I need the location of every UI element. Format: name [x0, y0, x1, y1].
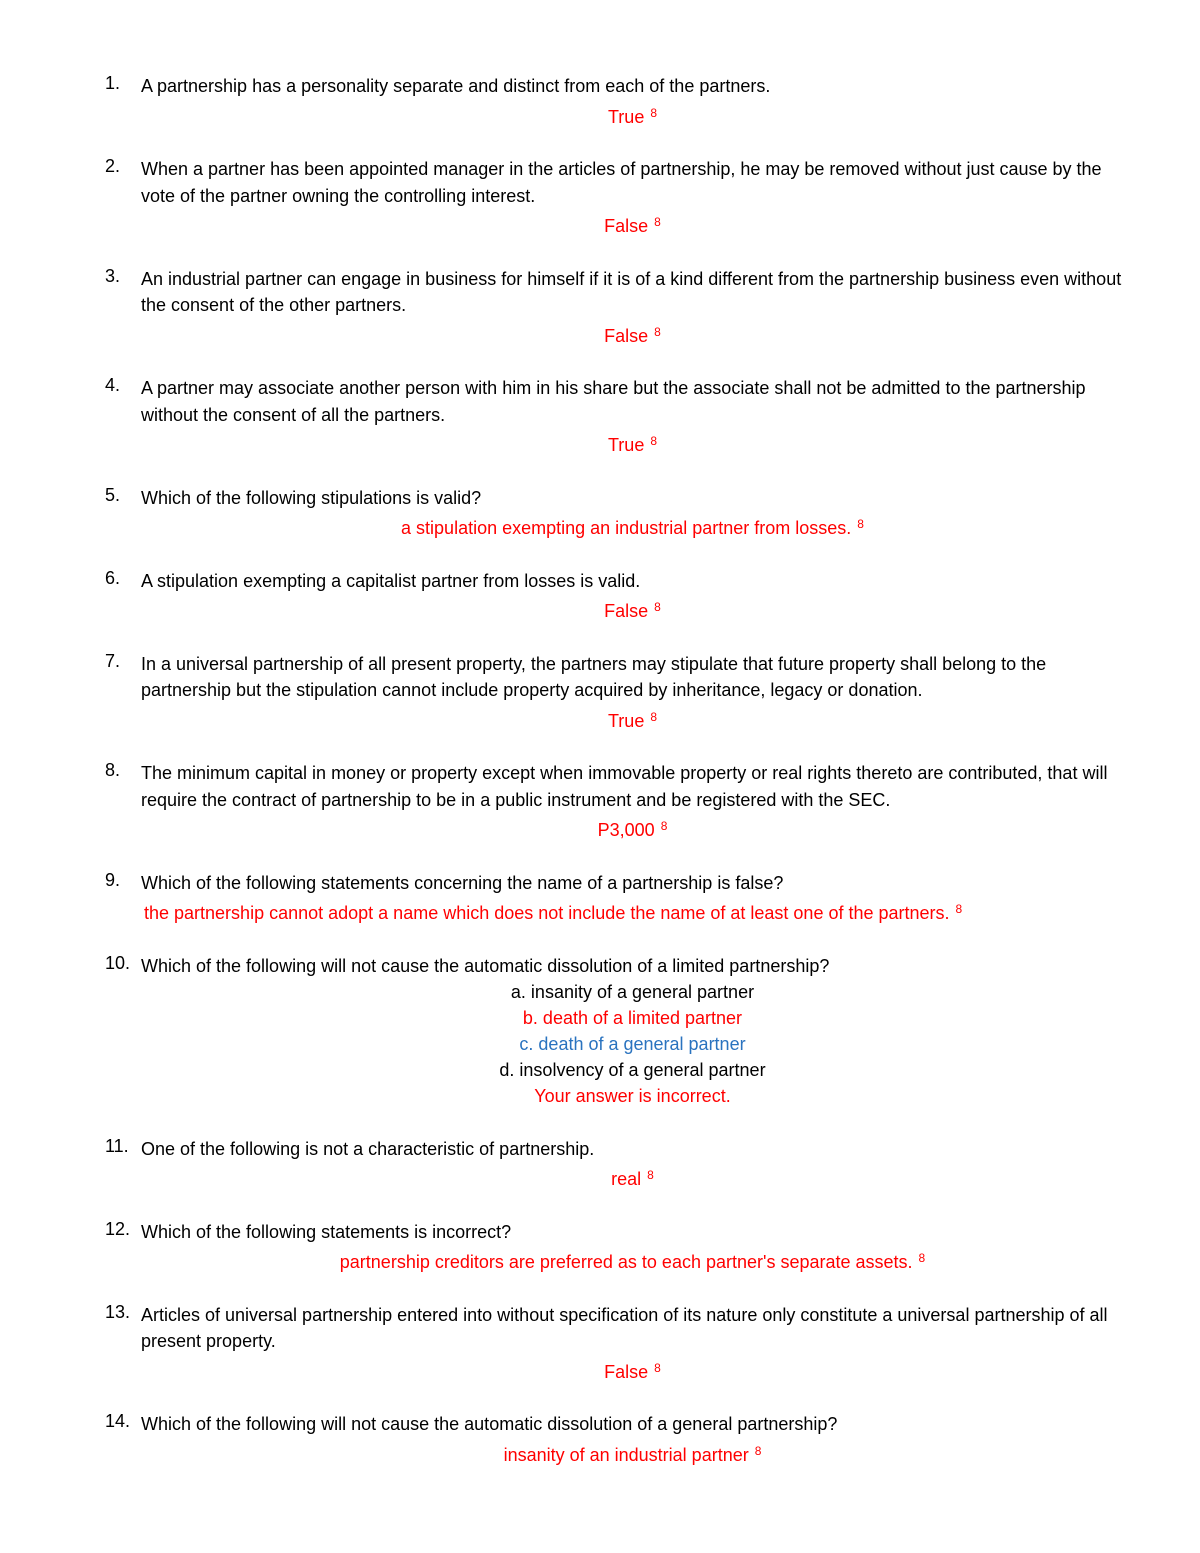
question-text: When a partner has been appointed manager in the articles of partnership, he may be removed without just cause by the vote of the partner owning the controlling interest. — [141, 159, 1102, 206]
question-text: An industrial partner can engage in business for himself if it is of a kind different from the partnership business even without the consent of the other partners. — [141, 268, 1122, 315]
answer-text: False — [604, 325, 649, 346]
answer — [141, 813, 1124, 844]
score-mark: 8 — [857, 517, 864, 531]
answer-text: partnership creditors are preferred as to each partner's separate assets. — [339, 1252, 913, 1272]
score-mark: 8 — [918, 1251, 926, 1265]
question-number: 14. — [105, 1411, 131, 1431]
question-2 — [105, 156, 1124, 240]
question-number: 9. — [105, 869, 121, 890]
question-text: Articles of universal partnership entered into without specification of its nature only constitute a universal partnership of all present property. — [141, 1304, 1108, 1351]
score-mark: 8 — [660, 819, 668, 833]
answer-text: True — [607, 106, 645, 127]
question-5 — [105, 485, 1124, 542]
answer — [141, 594, 1124, 625]
answer — [141, 704, 1124, 735]
question-14 — [105, 1411, 1124, 1468]
question-text: One of the following is not a characteristic of partnership. — [141, 1138, 595, 1159]
question-4 — [105, 375, 1124, 459]
answer — [141, 209, 1124, 240]
answer-text: True — [607, 710, 645, 731]
question-number: 1. — [105, 73, 121, 93]
score-mark: 8 — [654, 324, 661, 339]
answer — [141, 428, 1124, 459]
answer — [141, 511, 1124, 542]
question-number: 3. — [105, 265, 121, 286]
question-text: Which of the following will not cause the automatic dissolution of a limited partnership? — [141, 955, 830, 976]
question-list — [105, 73, 1124, 1468]
question-11 — [105, 1136, 1124, 1193]
answer-feedback: Your answer is incorrect. — [534, 1086, 731, 1106]
option-d[interactable]: d. insolvency of a general partner — [499, 1060, 766, 1080]
question-8 — [105, 760, 1124, 844]
answer-text: a stipulation exempting an industrial partner from losses. — [401, 518, 852, 538]
question-9 — [105, 870, 1124, 927]
score-mark: 8 — [650, 105, 658, 120]
question-12 — [105, 1219, 1124, 1276]
question-text: Which of the following stipulations is valid? — [141, 487, 482, 508]
score-mark: 8 — [955, 902, 963, 916]
answer-text: False — [604, 1361, 649, 1382]
option-b-selected[interactable]: b. death of a limited partner — [522, 1008, 743, 1028]
question-number: 4. — [105, 375, 121, 395]
question-number: 7. — [105, 650, 121, 671]
score-mark: 8 — [647, 1168, 654, 1182]
score-mark: 8 — [654, 1360, 661, 1375]
option-c-correct[interactable]: c. death of a general partner — [519, 1034, 746, 1054]
answer-text: the partnership cannot adopt a name which does not include the name of at least one of the partners. — [144, 903, 950, 923]
score-mark: 8 — [654, 600, 661, 614]
answer — [141, 1355, 1124, 1386]
question-text: A partner may associate another person with him in his share but the associate shall not be admitted to the partnership without the consent of all the partners. — [141, 378, 1086, 425]
answer — [141, 100, 1124, 131]
question-7 — [105, 651, 1124, 735]
question-10 — [105, 953, 1124, 1110]
question-text: Which of the following statements is incorrect? — [141, 1221, 512, 1242]
score-mark: 8 — [650, 709, 658, 724]
question-number: 2. — [105, 156, 121, 176]
answer — [141, 1245, 1124, 1276]
question-text: Which of the following will not cause the automatic dissolution of a general partnership? — [141, 1414, 838, 1434]
option-a[interactable]: a. insanity of a general partner — [510, 982, 755, 1002]
question-text: The minimum capital in money or property except when immovable property or real rights thereto are contributed, that will require the contract of partnership to be in a public instrument and be registered with the SEC. — [141, 763, 1108, 810]
score-mark: 8 — [754, 1443, 762, 1458]
answer — [141, 896, 1124, 927]
question-1 — [105, 73, 1124, 130]
question-3 — [105, 266, 1124, 350]
answer-text: False — [604, 601, 649, 621]
question-number: 8. — [105, 760, 121, 780]
answer-text: False — [604, 216, 649, 236]
score-mark: 8 — [650, 434, 658, 448]
question-text: In a universal partnership of all present property, the partners may stipulate that future property shall belong to the partnership but the stipulation cannot include property acquired by inheritance, legacy or donation. — [141, 653, 1047, 700]
answer-text: P3,000 — [597, 820, 655, 840]
question-number: 12. — [105, 1218, 131, 1239]
answer — [141, 319, 1124, 350]
question-13 — [105, 1302, 1124, 1386]
question-number: 5. — [105, 484, 121, 505]
answer-text: True — [607, 435, 645, 455]
question-text: A stipulation exempting a capitalist partner from losses is valid. — [141, 570, 641, 591]
answer — [141, 1438, 1124, 1469]
question-number: 10. — [105, 952, 131, 973]
score-mark: 8 — [654, 215, 661, 229]
question-6 — [105, 568, 1124, 625]
answer-text: insanity of an industrial partner — [503, 1444, 749, 1465]
answer — [141, 1162, 1124, 1193]
question-number: 6. — [105, 567, 121, 588]
question-number: 13. — [105, 1301, 131, 1322]
answer-text: real — [611, 1169, 642, 1189]
question-text: Which of the following statements concerning the name of a partnership is false? — [141, 872, 784, 893]
question-text: A partnership has a personality separate and distinct from each of the partners. — [141, 76, 771, 96]
question-number: 11. — [105, 1135, 129, 1156]
